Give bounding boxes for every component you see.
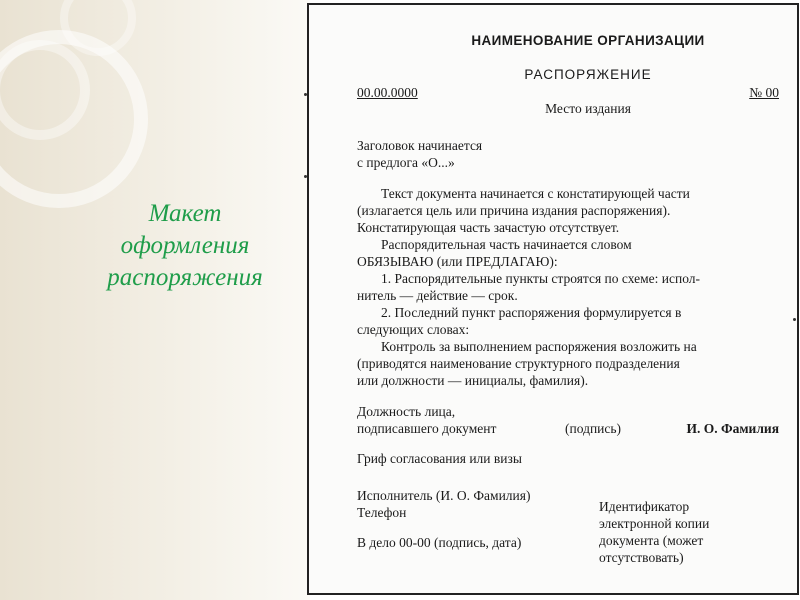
- signer-position: Должность лица,: [357, 404, 456, 419]
- document-header: [357, 137, 482, 171]
- identifier-line: отсутствовать): [599, 550, 684, 565]
- file-note: В дело 00-00 (подпись, дата): [357, 535, 522, 550]
- body-line: 1. Распорядительные пункты строятся по схеме: испол-: [381, 271, 701, 286]
- scan-speck: [304, 93, 307, 96]
- header-line: с предлога «О...»: [357, 155, 455, 170]
- body-line: (излагается цель или причина издания распоряжения).: [357, 203, 671, 218]
- caption-line: распоряжения: [107, 264, 263, 291]
- body-line: следующих словах:: [357, 322, 470, 337]
- document-type: РАСПОРЯЖЕНИЕ: [524, 67, 652, 82]
- body-line: нитель — действие — срок.: [357, 288, 518, 303]
- document-number: № 00: [749, 85, 779, 100]
- body-line: Констатирующая часть зачастую отсутствует.: [357, 220, 620, 235]
- identifier-line: Идентификатор: [599, 499, 690, 514]
- caption-line: оформления: [120, 232, 250, 259]
- signature-block: [357, 403, 779, 437]
- document-date: 00.00.0000: [357, 85, 418, 100]
- signer-position: подписавшего документ: [357, 421, 497, 436]
- place-of-issue: Место издания: [545, 101, 631, 116]
- scan-speck: [304, 175, 307, 178]
- header-line: Заголовок начинается: [357, 138, 483, 153]
- identifier-line: электронной копии: [599, 516, 710, 531]
- body-line: Текст документа начинается с констатирующей части: [381, 186, 690, 201]
- slide-caption: [95, 198, 275, 294]
- electronic-copy-identifier: [599, 498, 709, 566]
- executor-name: Исполнитель (И. О. Фамилия): [357, 488, 531, 503]
- executor-phone: Телефон: [357, 505, 407, 520]
- signature-row: [357, 403, 779, 420]
- body-line: (приводятся наименование структурного подразделения: [357, 356, 680, 371]
- body-line: ОБЯЗЫВАЮ (или ПРЕДЛАГАЮ):: [357, 254, 558, 269]
- document-scan: [307, 3, 799, 595]
- organization-name: НАИМЕНОВАНИЕ ОРГАНИЗАЦИИ: [471, 33, 705, 48]
- signer-name: И. О. Фамилия: [686, 421, 779, 436]
- approval-stamp: Гриф согласования или визы: [357, 451, 522, 466]
- body-line: Контроль за выполнением распоряжения возложить на: [381, 339, 697, 354]
- body-line: Распорядительная часть начинается словом: [381, 237, 632, 252]
- executor-block: [357, 487, 530, 521]
- scan-speck: [793, 318, 796, 321]
- signature-placeholder: (подпись): [565, 421, 622, 436]
- slide-left-panel: [0, 0, 310, 600]
- body-line: 2. Последний пункт распоряжения формулируется в: [381, 305, 682, 320]
- document-body: [357, 185, 779, 389]
- identifier-line: документа (может: [599, 533, 704, 548]
- signature-row: [357, 420, 779, 437]
- body-line: или должности — инициалы, фамилия).: [357, 373, 589, 388]
- caption-line: Макет: [148, 200, 222, 227]
